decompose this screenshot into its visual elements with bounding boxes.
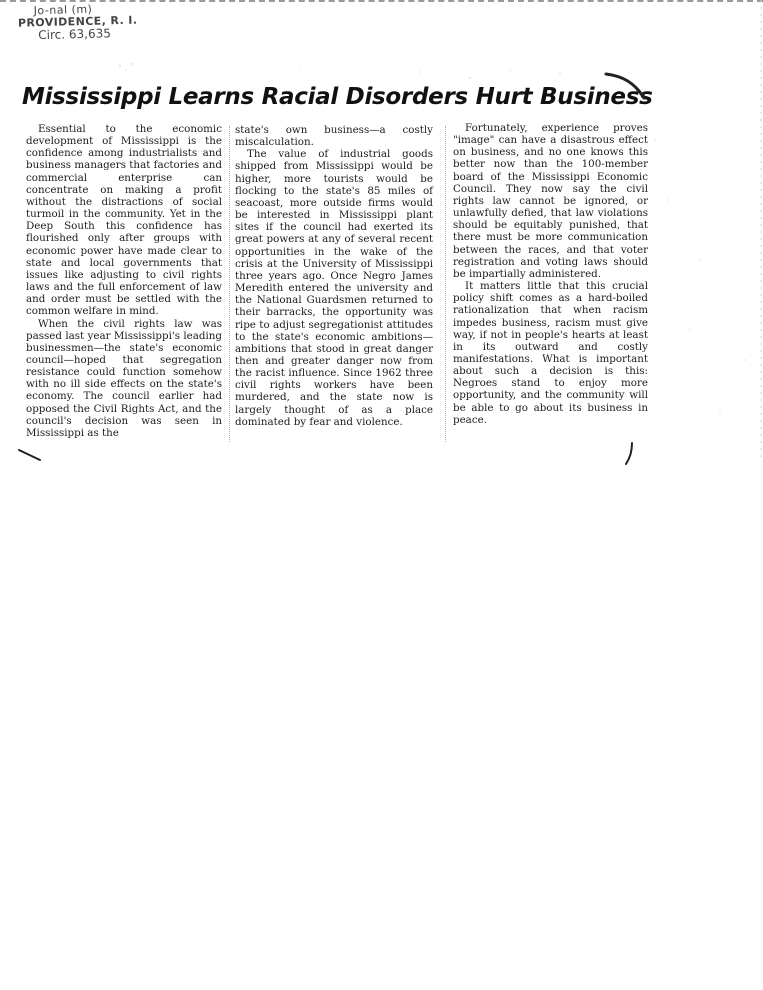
- stamp-circulation: Circ. 63,635: [38, 26, 112, 43]
- column-3-paragraph-1: Fortunately, experience proves "image" can have a disastrous effect on business, and no one knows this better now than the 100-member board of the Mississippi Economic Council. They now say the civil rights law cannot be ignored, or unlawfully defied, that law violations should be equitably punished, that there must be more communication between the races, and that voter registration and voting laws should be impartially administered.: [453, 122, 648, 280]
- column-2-paragraph-2: The value of industrial goods shipped from Mississippi would be higher, more tourists would be flocking to the state's 85 miles of seacoast, more outside firms would be interested in Mississippi plant sites if the council had exerted its great powers at any of several recent opportunities in the wake of the crisis at the University of Mississippi three years ago. Once Negro James Meredith entered the university and the National Guardsmen returned to their barracks, the opportunity was ripe to adjust segregationist attitudes to the state's economic ambitions—ambitions that stood in great danger then and greater danger now from the racist influence. Since 1962 three civil rights workers have been murdered, and the state now is largely thought of as a place dominated by fear and violence.: [235, 148, 433, 428]
- column-2-paragraph-1: state's own business—a costly miscalculation.: [235, 124, 433, 149]
- stamp-city: PROVIDENCE, R. I.: [17, 13, 138, 30]
- column-1-paragraph-2: When the civil rights law was passed last year Mississippi's leading businessmen—the state's economic council—hoped that segregation resistance could function somehow with no ill side effects on the state's economy. The council earlier had opposed the Civil Rights Act, and the council's decision was seen in Mississippi as the: [26, 317, 222, 439]
- stamp-publication: Jo-nal (m): [33, 2, 93, 18]
- column-1-paragraph-1: Essential to the economic development of Mississippi is the confidence among industrialists and business managers that factories and commercial enterprise can concentrate on making a profit without the distractions of social turmoil in the community. Yet in the Deep South this confidence has flourished only after groups with economic power have made clear to state and local governments that issues like adjusting to civil rights laws and the full enforcement of law and order must be settled with the common welfare in mind.: [26, 123, 222, 318]
- article-headline: Mississippi Learns Racial Disorders Hurt Business: [22, 84, 653, 110]
- column-3-paragraph-2: It matters little that this crucial policy shift comes as a hard-boiled rationalization that when racism impedes business, racism must give way, if not in people's hearts at least in its outward and costly manifestations. What is important about such a decision is this: Negroes stand to enjoy more opportunity, and the community will be able to go about its business in peace.: [453, 280, 648, 426]
